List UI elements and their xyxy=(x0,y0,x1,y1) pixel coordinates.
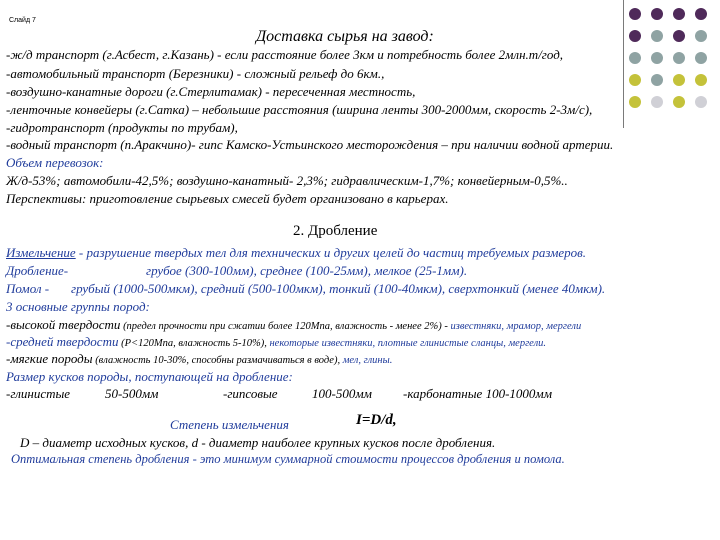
size-carbonate: -карбонатные 100-1000мм xyxy=(403,386,552,401)
group-medium-label: -средней твердости xyxy=(6,334,119,349)
decorative-dot xyxy=(695,96,707,108)
formula-description: D – диаметр исходных кусков, d - диаметр наиболее крупных кусков после дробления. xyxy=(20,435,496,450)
size-gypsum-value: 100-500мм xyxy=(312,386,372,401)
formula: I=D/d, xyxy=(356,412,397,428)
group-soft-details: (влажность 10-30%, способны размачиваться в воде), xyxy=(92,355,341,366)
decorative-dot xyxy=(629,8,641,20)
decorative-dot xyxy=(629,30,641,42)
decorative-dot-grid xyxy=(629,8,715,120)
decorative-dot xyxy=(629,96,641,108)
transport-line-6: -водный транспорт (п.Аракчино)- гипс Камско-Устьинского месторождения – при наличии водной артерии. xyxy=(6,137,614,152)
group-medium-examples: некоторые известняки, плотные глинистые сланцы, мергели. xyxy=(266,338,547,349)
group-soft xyxy=(6,351,392,367)
decorative-dot xyxy=(651,52,663,64)
decorative-dot xyxy=(673,52,685,64)
page-title: Доставка сырья на завод: xyxy=(256,28,434,45)
group-soft-label: -мягкие породы xyxy=(6,351,93,366)
volume-text: Ж/д-53%; автомобили-42,5%; воздушно-канатный- 2,3%; гидравлическим-1,7%; конвейерным-0,5%.. xyxy=(6,173,568,188)
decorative-dot xyxy=(629,52,641,64)
group-medium-details: (Р<120Мпа, влажность 5-10%), xyxy=(118,338,267,349)
decorative-dot xyxy=(673,96,685,108)
size-clay-label: -глинистые xyxy=(6,386,71,401)
degree-label: Степень измельчения xyxy=(170,417,289,432)
volume-heading: Объем перевозок: xyxy=(6,155,104,170)
transport-line-4: -ленточные конвейеры (г.Сатка) – небольшие расстояния (ширина ленты 300-2000мм, скорость 2-3м/с), xyxy=(6,102,593,117)
decorative-dot xyxy=(673,8,685,20)
sizes-heading: Размер кусков породы, поступающей на дробление: xyxy=(6,369,293,384)
group-medium xyxy=(6,334,546,350)
crushing-text: грубое (300-100мм), среднее (100-25мм), мелкое (25-1мм). xyxy=(146,263,468,278)
milling-label: Помол - xyxy=(6,281,50,296)
decorative-dot xyxy=(651,30,663,42)
grinding-term: Измельчение xyxy=(6,245,76,260)
decorative-vertical-line xyxy=(623,0,624,128)
section-2-title: 2. Дробление xyxy=(293,223,378,239)
prospects-text: Перспективы: приготовление сырьевых смесей будет организовано в карьерах. xyxy=(6,191,449,206)
size-gypsum-label: -гипсовые xyxy=(223,386,278,401)
optimal-text: Оптимальная степень дробления - это минимум суммарной стоимости процессов дробления и помола. xyxy=(11,452,565,466)
milling-line xyxy=(6,281,606,297)
group-high-details: (предел прочности при сжатии более 120Мпа, влажность - менее 2%) - xyxy=(120,321,448,332)
slide-label: Слайд 7 xyxy=(9,17,36,24)
decorative-dot xyxy=(695,8,707,20)
sizes-line xyxy=(6,386,552,402)
groups-heading: 3 основные группы пород: xyxy=(6,299,150,314)
decorative-dot xyxy=(673,74,685,86)
group-soft-examples: мел, глины. xyxy=(340,355,393,366)
decorative-dot xyxy=(695,30,707,42)
group-high-label: -высокой твердости xyxy=(6,317,121,332)
transport-line-5: -гидротранспорт (продукты по трубам), xyxy=(6,120,238,135)
decorative-dot xyxy=(695,52,707,64)
transport-line-3: -воздушно-канатные дороги (г.Стерлитамак) - пересеченная местность, xyxy=(6,84,416,99)
transport-line-2: -автомобильный транспорт (Березники) - сложный рельеф до 6км., xyxy=(6,66,385,81)
group-high-examples: известняки, мрамор, мергели xyxy=(447,321,582,332)
size-clay-value: 50-500мм xyxy=(105,386,159,401)
milling-text: грубый (1000-500мкм), средний (500-100мкм), тонкий (100-40мкм), сверхтонкий (менее 40мкм). xyxy=(71,281,606,296)
decorative-dot xyxy=(651,8,663,20)
decorative-dot xyxy=(673,30,685,42)
group-high xyxy=(6,317,581,333)
decorative-dot xyxy=(651,96,663,108)
crushing-line xyxy=(6,263,468,279)
decorative-dot xyxy=(629,74,641,86)
grinding-definition-text: - разрушение твердых тел для технических и других целей до частиц требуемых размеров. xyxy=(75,245,587,260)
decorative-dot xyxy=(651,74,663,86)
transport-line-1: -ж/д транспорт (г.Асбест, г.Казань) - если расстояние более 3км и потребность более 2млн.т/год, xyxy=(6,47,564,62)
grinding-definition xyxy=(6,245,586,261)
crushing-label: Дробление- xyxy=(6,263,69,278)
decorative-dot xyxy=(695,74,707,86)
